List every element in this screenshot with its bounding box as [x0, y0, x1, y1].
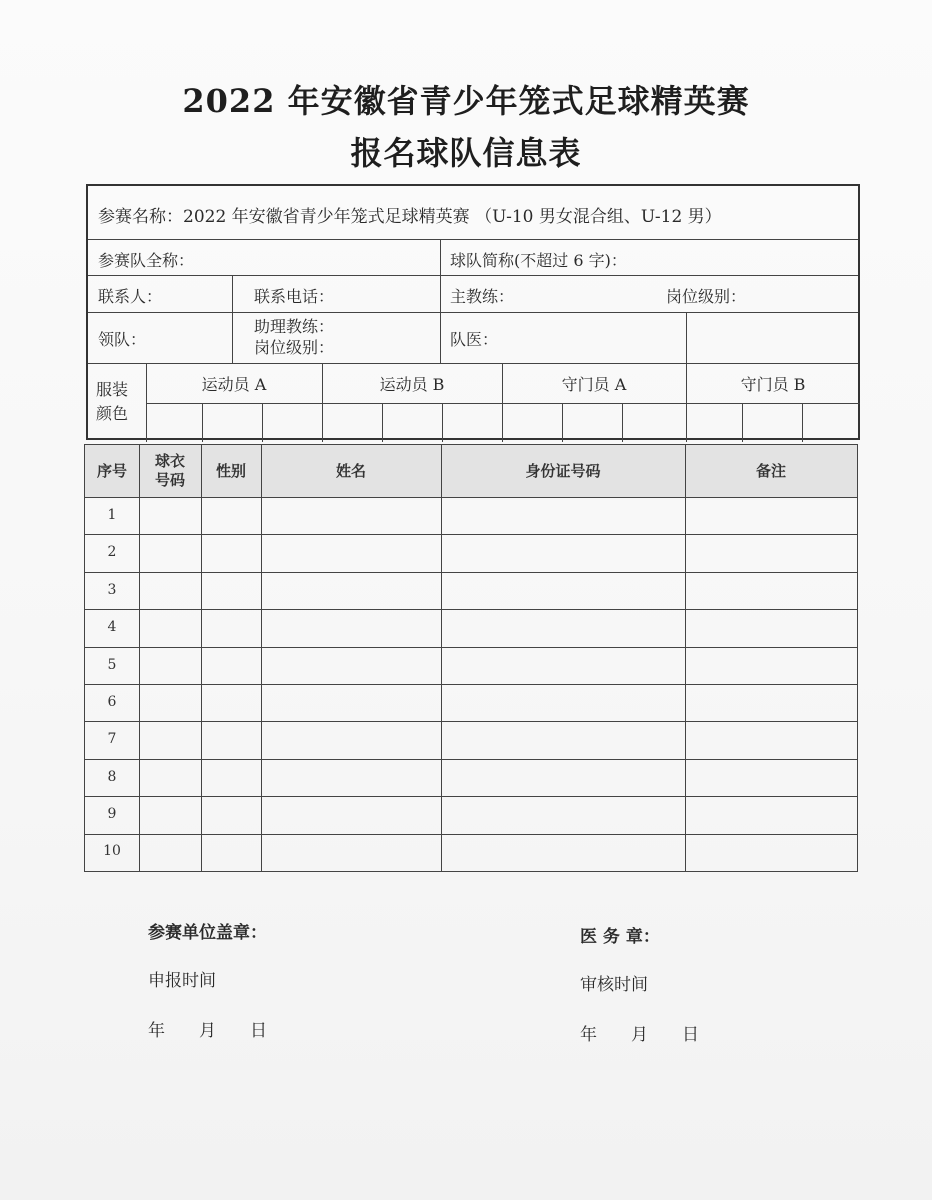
- athlete-b-header: 运动员 B: [379, 375, 445, 394]
- org-seal-label: 参赛单位盖章：: [148, 923, 267, 943]
- review-date-field[interactable]: 年 月 日: [580, 1025, 699, 1045]
- apply-time-label: 申报时间: [148, 971, 216, 991]
- team-info-table: [86, 184, 860, 440]
- team-doctor-field[interactable]: 队医：: [450, 330, 499, 349]
- header-name: 姓名: [335, 461, 366, 480]
- header-gender: 性别: [215, 461, 246, 480]
- event-name-field[interactable]: 参赛名称：2022 年安徽省青少年笼式足球精英赛 （U-10 男女混合组、U-12 男）: [98, 207, 722, 227]
- goalkeeper-a-header: 守门员 A: [561, 375, 627, 394]
- header-jersey-number: 球衣 号码: [154, 452, 185, 489]
- header-id-number: 身份证号码: [525, 461, 601, 480]
- player-roster-table: [84, 444, 858, 872]
- row-number: 1: [107, 507, 117, 523]
- assistant-coach-field[interactable]: [254, 316, 334, 358]
- header-serial: 序号: [96, 461, 127, 480]
- row-number: 4: [107, 619, 117, 635]
- medical-seal-label: 医 务 章：: [580, 927, 660, 947]
- row-number: 7: [107, 731, 117, 747]
- row-number: 9: [107, 806, 117, 822]
- document-subtitle: 报名球队信息表: [350, 134, 582, 172]
- row-number: 6: [107, 694, 117, 710]
- contact-person-field[interactable]: 联系人：: [98, 287, 163, 306]
- goalkeeper-b-header: 守门员 B: [740, 375, 806, 394]
- header-remarks: 备注: [755, 461, 786, 480]
- row-number: 2: [107, 544, 117, 560]
- assistant-coach-label: 助理教练：: [254, 317, 335, 336]
- review-time-label: 审核时间: [580, 975, 648, 995]
- contact-phone-field[interactable]: 联系电话：: [254, 287, 335, 306]
- team-full-name-field[interactable]: 参赛队全称：: [98, 251, 195, 270]
- head-coach-field[interactable]: 主教练：: [450, 287, 515, 306]
- athlete-a-header: 运动员 A: [201, 375, 267, 394]
- uniform-color-label: 服装 颜色: [96, 380, 129, 423]
- team-short-name-field[interactable]: 球队简称(不超过 6 字)：: [450, 251, 627, 270]
- row-number: 3: [107, 582, 117, 598]
- head-coach-post-level-field[interactable]: 岗位级别：: [666, 287, 747, 306]
- row-number: 5: [107, 657, 117, 673]
- row-number: 10: [103, 843, 121, 859]
- assistant-post-level-label: 岗位级别：: [254, 338, 335, 357]
- document-title: 2022 年安徽省青少年笼式足球精英赛: [182, 82, 750, 120]
- apply-date-field[interactable]: 年 月 日: [148, 1021, 267, 1041]
- row-number: 8: [107, 769, 117, 785]
- team-leader-field[interactable]: 领队：: [98, 330, 147, 349]
